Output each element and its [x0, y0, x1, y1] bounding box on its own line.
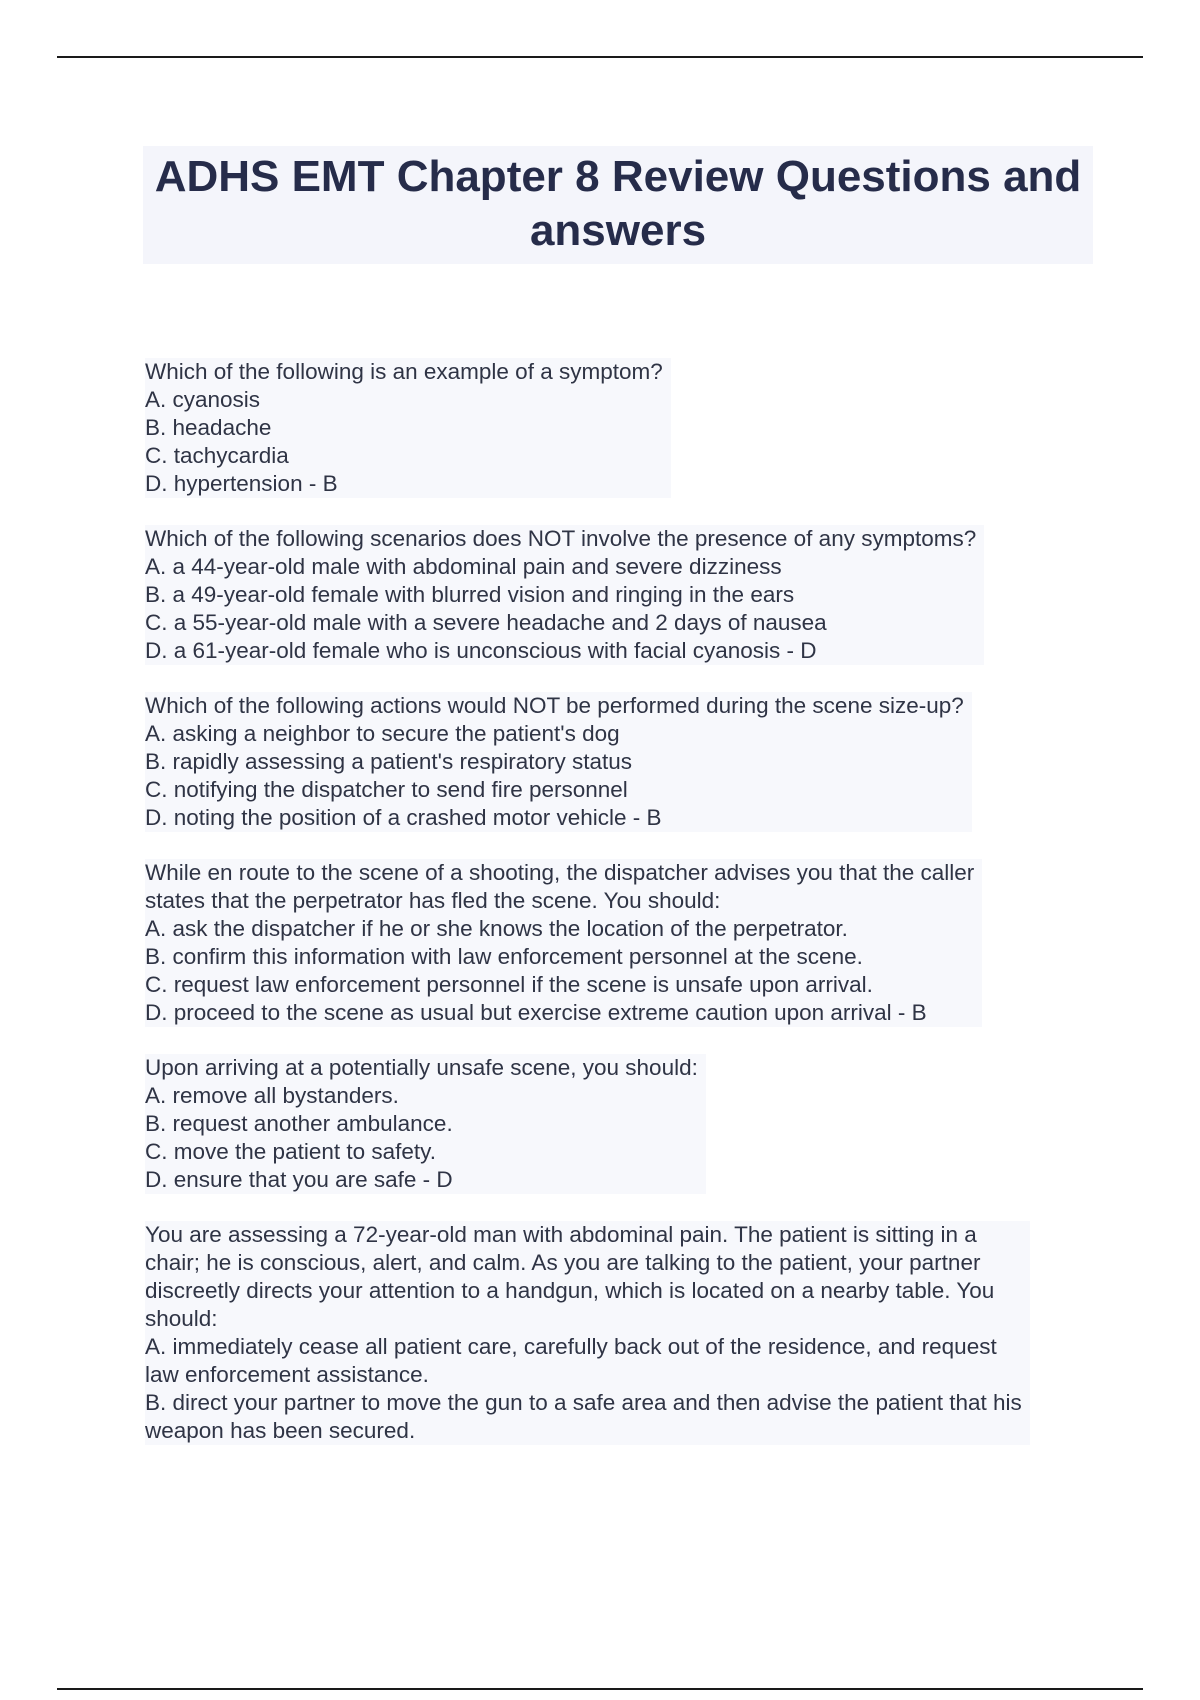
answer-option: law enforcement assistance.: [145, 1362, 429, 1387]
question-text: Which of the following actions would NOT be performed during the scene size-up?: [145, 693, 964, 718]
qa-block-2: [145, 525, 1095, 665]
qa-block-5: [145, 1054, 1095, 1194]
answer-option: C. a 55-year-old male with a severe headache and 2 days of nausea: [145, 610, 827, 635]
answer-option: B. rapidly assessing a patient's respiratory status: [145, 749, 633, 774]
answer-option: A. a 44-year-old male with abdominal pain and severe dizziness: [145, 554, 782, 579]
qa-block-box: [145, 859, 982, 1027]
answer-option: weapon has been secured.: [145, 1418, 416, 1443]
qa-block-3: [145, 692, 1095, 832]
question-text: Which of the following is an example of a symptom?: [145, 359, 663, 384]
question-text: You are assessing a 72-year-old man with abdominal pain. The patient is sitting in a: [145, 1222, 977, 1247]
answer-option: C. notifying the dispatcher to send fire personnel: [145, 777, 628, 802]
bottom-rule: [57, 1688, 1143, 1690]
question-text: chair; he is conscious, alert, and calm. As you are talking to the patient, your partner: [145, 1250, 981, 1275]
answer-option: D. ensure that you are safe - D: [145, 1167, 453, 1192]
qa-block-box: [145, 525, 984, 665]
qa-block-1: [145, 358, 1095, 498]
question-text: states that the perpetrator has fled the scene. You should:: [145, 888, 721, 913]
answer-option: B. headache: [145, 415, 272, 440]
qa-block-box: [145, 358, 671, 498]
answer-option: C. request law enforcement personnel if the scene is unsafe upon arrival.: [145, 972, 873, 997]
top-rule: [57, 56, 1143, 58]
qa-block-box: [145, 1221, 1030, 1445]
answer-option: B. direct your partner to move the gun to a safe area and then advise the patient that his: [145, 1390, 1022, 1415]
question-text: Which of the following scenarios does NOT involve the presence of any symptoms?: [145, 526, 977, 551]
qa-block-box: [145, 692, 972, 832]
qa-block-6: [145, 1221, 1095, 1445]
answer-option: A. remove all bystanders.: [145, 1083, 399, 1108]
answer-option: C. tachycardia: [145, 443, 289, 468]
question-text: While en route to the scene of a shooting, the dispatcher advises you that the caller: [145, 860, 975, 885]
answer-option: D. a 61-year-old female who is unconscious with facial cyanosis - D: [145, 638, 817, 663]
qa-block-4: [145, 859, 1095, 1027]
document-title: ADHS EMT Chapter 8 Review Questions and answers: [143, 146, 1093, 264]
answer-option: C. move the patient to safety.: [145, 1139, 436, 1164]
answer-option: D. proceed to the scene as usual but exercise extreme caution upon arrival - B: [145, 1000, 927, 1025]
answer-option: A. ask the dispatcher if he or she knows the location of the perpetrator.: [145, 916, 848, 941]
answer-option: A. asking a neighbor to secure the patient's dog: [145, 721, 620, 746]
qa-list: [145, 358, 1095, 1472]
answer-option: B. confirm this information with law enforcement personnel at the scene.: [145, 944, 863, 969]
qa-block-box: [145, 1054, 706, 1194]
answer-option: D. hypertension - B: [145, 471, 338, 496]
answer-option: A. cyanosis: [145, 387, 261, 412]
answer-option: D. noting the position of a crashed motor vehicle - B: [145, 805, 662, 830]
question-text: should:: [145, 1306, 218, 1331]
answer-option: A. immediately cease all patient care, carefully back out of the residence, and request: [145, 1334, 997, 1359]
answer-option: B. a 49-year-old female with blurred vision and ringing in the ears: [145, 582, 795, 607]
answer-option: B. request another ambulance.: [145, 1111, 453, 1136]
question-text: discreetly directs your attention to a handgun, which is located on a nearby table. You: [145, 1278, 995, 1303]
question-text: Upon arriving at a potentially unsafe scene, you should:: [145, 1055, 698, 1080]
